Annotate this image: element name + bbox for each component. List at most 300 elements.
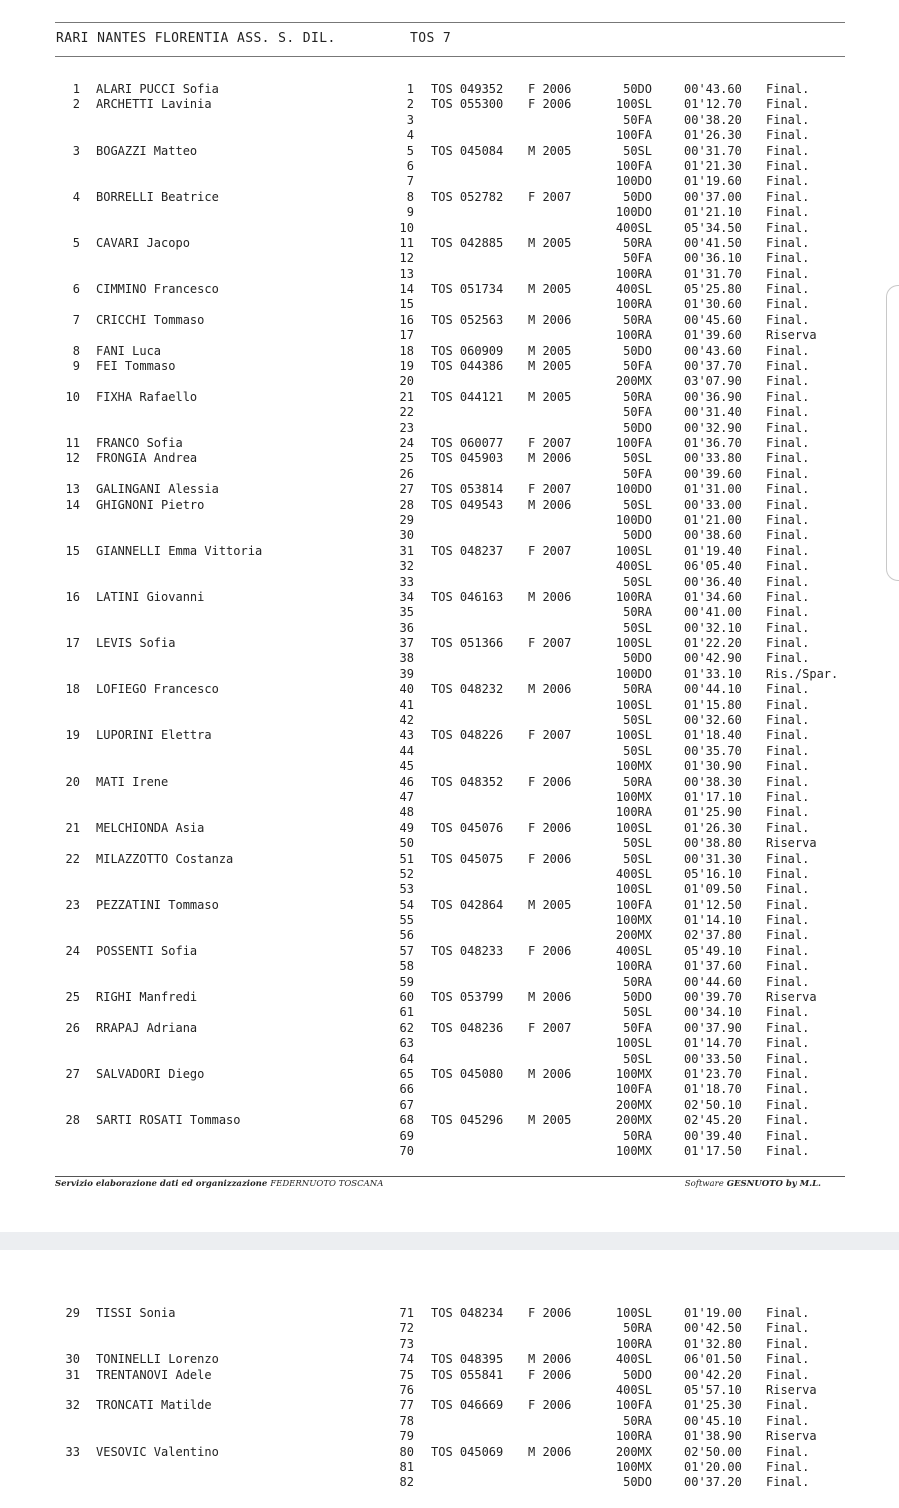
footer-software: [685, 1179, 821, 1189]
sex-year: F 2007: [528, 1020, 572, 1035]
entry-time: 00'32.10: [684, 620, 742, 635]
entry-number: 28: [399, 497, 414, 512]
athlete-code: TOS 048395: [431, 1352, 504, 1367]
event-name: 50RA: [623, 605, 652, 620]
entry-number: 77: [399, 1398, 414, 1413]
entry-number: 31: [399, 543, 414, 558]
athlete-code: TOS 048237: [431, 543, 504, 558]
entry-time: 06'05.40: [684, 559, 742, 574]
entry-number: 69: [399, 1128, 414, 1143]
table-row: [0, 328, 899, 343]
athlete-number: 14: [65, 497, 80, 512]
event-name: 100SL: [615, 697, 652, 712]
entry-time: 00'32.60: [684, 713, 742, 728]
event-name: 200MX: [615, 1444, 652, 1459]
athlete-number: 1: [72, 82, 80, 96]
athlete-code: TOS 046669: [431, 1398, 504, 1413]
entry-number: 40: [399, 682, 414, 697]
entry-status: Final.: [766, 405, 810, 420]
entry-status: Final.: [766, 174, 810, 189]
athlete-name: PEZZATINI Tommaso: [96, 897, 219, 912]
entry-time: 02'37.80: [684, 928, 742, 943]
table-row: [0, 359, 899, 374]
table-row: [0, 390, 899, 405]
entry-status: Final.: [766, 913, 810, 928]
event-name: 100SL: [615, 1306, 652, 1320]
table-row: [0, 1429, 899, 1444]
entry-time: 05'25.80: [684, 282, 742, 297]
entry-number: 66: [399, 1082, 414, 1097]
athlete-code: TOS 051734: [431, 282, 504, 297]
entry-time: 06'01.50: [684, 1352, 742, 1367]
event-name: 400SL: [615, 943, 652, 958]
event-name: 50DO: [623, 420, 652, 435]
sex-year: M 2006: [528, 589, 572, 604]
table-row: [0, 867, 899, 882]
entry-number: 5: [406, 143, 414, 158]
event-name: 100MX: [615, 913, 652, 928]
entry-number: 3: [406, 112, 414, 127]
entry-time: 01'34.60: [684, 589, 742, 604]
table-row: [0, 944, 899, 959]
table-row: [0, 836, 899, 851]
entry-status: Final.: [766, 466, 810, 481]
entry-status: Final.: [766, 759, 810, 774]
athlete-number: 11: [65, 435, 80, 450]
table-row: [0, 1129, 899, 1144]
event-name: 50RA: [623, 1128, 652, 1143]
athlete-number: 12: [65, 451, 80, 466]
event-name: 50SL: [623, 743, 652, 758]
athlete-name: SARTI ROSATI Tommaso: [96, 1113, 241, 1128]
event-name: 100SL: [615, 728, 652, 743]
entry-number: 14: [399, 282, 414, 297]
entry-time: 01'36.70: [684, 435, 742, 450]
table-row: [0, 1113, 899, 1128]
footer-service-text: Servizio elaborazione dati ed organizzazione: [55, 1179, 268, 1189]
table-row: [0, 344, 899, 359]
entry-time: 00'43.60: [684, 343, 742, 358]
athlete-code: TOS 046163: [431, 589, 504, 604]
entry-time: 01'19.00: [684, 1306, 742, 1320]
event-name: 50SL: [623, 143, 652, 158]
entry-time: 01'17.10: [684, 789, 742, 804]
entry-time: 02'45.20: [684, 1113, 742, 1128]
entry-status: Final.: [766, 389, 810, 404]
entry-status: Ris./Spar.: [766, 666, 839, 681]
entry-time: 01'18.40: [684, 728, 742, 743]
entry-time: 00'45.10: [684, 1413, 742, 1428]
event-name: 50DO: [623, 82, 652, 96]
athlete-number: 22: [65, 851, 80, 866]
entry-status: Final.: [766, 928, 810, 943]
entry-number: 63: [399, 1036, 414, 1051]
event-name: 50FA: [623, 1020, 652, 1035]
athlete-name: ARCHETTI Lavinia: [96, 97, 212, 112]
athlete-code: TOS 045075: [431, 851, 504, 866]
entry-status: Final.: [766, 543, 810, 558]
entry-time: 05'16.10: [684, 866, 742, 881]
entry-time: 00'38.80: [684, 836, 742, 851]
event-name: 50SL: [623, 851, 652, 866]
athlete-code: TOS 042885: [431, 235, 504, 250]
athlete-name: LATINI Giovanni: [96, 589, 205, 604]
event-name: 100MX: [615, 789, 652, 804]
entry-status: Final.: [766, 1097, 810, 1112]
entry-status: Final.: [766, 1128, 810, 1143]
table-row: [0, 82, 899, 97]
entry-status: Final.: [766, 512, 810, 527]
event-name: 200MX: [615, 928, 652, 943]
athlete-name: CIMMINO Francesco: [96, 282, 219, 297]
entry-time: 00'38.30: [684, 774, 742, 789]
table-row: [0, 205, 899, 220]
entry-status: Final.: [766, 482, 810, 497]
entry-number: 8: [406, 189, 414, 204]
event-name: 100RA: [615, 297, 652, 312]
entry-time: 01'32.80: [684, 1336, 742, 1351]
table-row: [0, 482, 899, 497]
athlete-code: TOS 055841: [431, 1367, 504, 1382]
sex-year: M 2005: [528, 282, 572, 297]
entry-status: Riserva: [766, 990, 817, 1005]
event-name: 100FA: [615, 435, 652, 450]
athlete-number: 30: [65, 1352, 80, 1367]
table-row: [0, 990, 899, 1005]
event-name: 50DO: [623, 189, 652, 204]
athlete-number: 16: [65, 589, 80, 604]
entry-status: Final.: [766, 1336, 810, 1351]
sex-year: M 2006: [528, 1444, 572, 1459]
athlete-code: TOS 048226: [431, 728, 504, 743]
entry-number: 46: [399, 774, 414, 789]
entry-number: 47: [399, 789, 414, 804]
sex-year: M 2006: [528, 1067, 572, 1081]
entry-status: Final.: [766, 774, 810, 789]
table-row: [0, 1414, 899, 1429]
entry-number: 56: [399, 928, 414, 943]
table-row: [0, 1352, 899, 1367]
table-row: [0, 728, 899, 743]
entry-status: Final.: [766, 82, 810, 96]
entry-number: 81: [399, 1459, 414, 1474]
entry-status: Final.: [766, 282, 810, 297]
table-row: [0, 236, 899, 251]
entry-number: 45: [399, 759, 414, 774]
entry-number: 6: [406, 158, 414, 173]
table-row: [0, 405, 899, 420]
sex-year: F 2006: [528, 97, 572, 112]
entry-time: 01'21.30: [684, 158, 742, 173]
sex-year: F 2006: [528, 851, 572, 866]
table-row: [0, 421, 899, 436]
entry-time: 00'38.60: [684, 528, 742, 543]
athlete-name: TISSI Sonia: [96, 1306, 176, 1320]
table-row: [0, 713, 899, 728]
entry-status: Final.: [766, 697, 810, 712]
table-row: [0, 1368, 899, 1383]
entry-time: 01'25.90: [684, 805, 742, 820]
entry-time: 00'42.90: [684, 651, 742, 666]
table-row: [0, 744, 899, 759]
entry-status: Final.: [766, 1398, 810, 1413]
entry-time: 00'36.90: [684, 389, 742, 404]
entry-number: 25: [399, 451, 414, 466]
sex-year: F 2007: [528, 189, 572, 204]
entry-number: 74: [399, 1352, 414, 1367]
entry-time: 00'37.90: [684, 1020, 742, 1035]
entry-number: 42: [399, 713, 414, 728]
entry-status: Final.: [766, 559, 810, 574]
event-name: 50RA: [623, 774, 652, 789]
sex-year: F 2006: [528, 82, 572, 96]
entry-number: 44: [399, 743, 414, 758]
entry-status: Final.: [766, 374, 810, 389]
entry-status: Final.: [766, 1367, 810, 1382]
event-name: 50DO: [623, 1475, 652, 1490]
event-name: 100FA: [615, 1082, 652, 1097]
event-name: 50SL: [623, 451, 652, 466]
entry-number: 24: [399, 435, 414, 450]
sex-year: F 2006: [528, 943, 572, 958]
entry-status: Final.: [766, 713, 810, 728]
athlete-code: TOS 048236: [431, 1020, 504, 1035]
athlete-name: FEI Tommaso: [96, 359, 176, 374]
sex-year: M 2006: [528, 1352, 572, 1367]
event-name: 100DO: [615, 174, 652, 189]
entry-time: 00'33.00: [684, 497, 742, 512]
sex-year: F 2007: [528, 435, 572, 450]
table-row: [0, 605, 899, 620]
athlete-code: TOS 052782: [431, 189, 504, 204]
table-row: [0, 667, 899, 682]
entry-time: 01'18.70: [684, 1082, 742, 1097]
entry-number: 65: [399, 1067, 414, 1081]
entry-time: 01'22.20: [684, 636, 742, 651]
entry-number: 71: [399, 1306, 414, 1320]
event-name: 50SL: [623, 713, 652, 728]
sex-year: M 2005: [528, 359, 572, 374]
athlete-code: TOS 060909: [431, 343, 504, 358]
entry-number: 13: [399, 266, 414, 281]
entry-time: 05'34.50: [684, 220, 742, 235]
entry-time: 00'45.60: [684, 312, 742, 327]
entry-number: 21: [399, 389, 414, 404]
event-name: 400SL: [615, 866, 652, 881]
sex-year: F 2006: [528, 1367, 572, 1382]
entry-status: Final.: [766, 435, 810, 450]
entry-time: 00'35.70: [684, 743, 742, 758]
athlete-number: 25: [65, 990, 80, 1005]
athlete-code: TOS 045903: [431, 451, 504, 466]
entry-time: 00'41.50: [684, 235, 742, 250]
entry-status: Final.: [766, 1475, 810, 1490]
event-name: 100SL: [615, 97, 652, 112]
entry-number: 15: [399, 297, 414, 312]
athlete-name: CAVARI Jacopo: [96, 235, 190, 250]
entry-status: Final.: [766, 97, 810, 112]
athlete-name: VESOVIC Valentino: [96, 1444, 219, 1459]
event-name: 50FA: [623, 112, 652, 127]
table-row: [0, 513, 899, 528]
entry-status: Final.: [766, 1020, 810, 1035]
table-row: [0, 282, 899, 297]
entry-number: 38: [399, 651, 414, 666]
table-row: [0, 959, 899, 974]
entry-time: 00'33.80: [684, 451, 742, 466]
entry-number: 51: [399, 851, 414, 866]
entry-time: 01'26.30: [684, 128, 742, 143]
table-row: [0, 1306, 899, 1321]
table-row: [0, 1144, 899, 1159]
document-page-2: [0, 1250, 899, 1508]
event-name: 50SL: [623, 497, 652, 512]
table-row: [0, 313, 899, 328]
entry-status: Final.: [766, 1413, 810, 1428]
athlete-number: 28: [65, 1113, 80, 1128]
sex-year: M 2006: [528, 451, 572, 466]
athlete-name: POSSENTI Sofia: [96, 943, 198, 958]
entry-time: 00'39.70: [684, 990, 742, 1005]
header-bottom-rule: [55, 56, 845, 57]
club-name: RARI NANTES FLORENTIA ASS. S. DIL.: [56, 31, 336, 46]
entry-number: 53: [399, 882, 414, 897]
entry-number: 4: [406, 128, 414, 143]
entry-time: 01'23.70: [684, 1067, 742, 1081]
entry-time: 00'39.40: [684, 1128, 742, 1143]
entry-status: Riserva: [766, 836, 817, 851]
event-name: 100SL: [615, 1036, 652, 1051]
entry-status: Final.: [766, 128, 810, 143]
entry-status: Riserva: [766, 1429, 817, 1444]
entry-number: 18: [399, 343, 414, 358]
entry-status: Final.: [766, 728, 810, 743]
header-top-rule: [55, 22, 845, 23]
entry-status: Final.: [766, 589, 810, 604]
event-name: 50RA: [623, 682, 652, 697]
entry-status: Final.: [766, 882, 810, 897]
table-row: [0, 267, 899, 282]
entry-status: Final.: [766, 205, 810, 220]
event-name: 50DO: [623, 990, 652, 1005]
entry-status: Final.: [766, 605, 810, 620]
entry-number: 64: [399, 1051, 414, 1066]
entry-status: Final.: [766, 866, 810, 881]
entry-time: 05'57.10: [684, 1382, 742, 1397]
entry-status: Final.: [766, 897, 810, 912]
event-name: 400SL: [615, 1352, 652, 1367]
table-row: [0, 1021, 899, 1036]
entry-time: 01'30.90: [684, 759, 742, 774]
athlete-code: TOS 048232: [431, 682, 504, 697]
event-name: 50FA: [623, 405, 652, 420]
entry-number: 80: [399, 1444, 414, 1459]
table-row: [0, 1036, 899, 1051]
entry-time: 02'50.10: [684, 1097, 742, 1112]
entry-status: Final.: [766, 651, 810, 666]
sex-year: M 2006: [528, 497, 572, 512]
entry-time: 01'33.10: [684, 666, 742, 681]
athlete-code: TOS 055300: [431, 97, 504, 112]
entry-status: Final.: [766, 251, 810, 266]
entry-time: 01'09.50: [684, 882, 742, 897]
entry-status: Final.: [766, 620, 810, 635]
entry-status: Final.: [766, 1459, 810, 1474]
athlete-name: LEVIS Sofia: [96, 636, 176, 651]
entry-status: Final.: [766, 789, 810, 804]
entry-number: 26: [399, 466, 414, 481]
event-name: 50SL: [623, 1051, 652, 1066]
table-row: [0, 374, 899, 389]
athlete-name: FANI Luca: [96, 343, 162, 358]
athlete-number: 3: [72, 143, 80, 158]
table-row: [0, 1052, 899, 1067]
event-name: 100RA: [615, 805, 652, 820]
entry-time: 01'31.00: [684, 482, 742, 497]
entry-number: 73: [399, 1336, 414, 1351]
entry-status: Final.: [766, 943, 810, 958]
athlete-number: 17: [65, 636, 80, 651]
sex-year: F 2007: [528, 482, 572, 497]
table-row: [0, 1082, 899, 1097]
entry-status: Final.: [766, 297, 810, 312]
event-name: 400SL: [615, 1382, 652, 1397]
table-row: [0, 682, 899, 697]
entry-number: 35: [399, 605, 414, 620]
entry-time: 00'36.40: [684, 574, 742, 589]
entry-number: 30: [399, 528, 414, 543]
entry-number: 9: [406, 205, 414, 220]
event-name: 50SL: [623, 1005, 652, 1020]
sex-year: M 2005: [528, 235, 572, 250]
athlete-code: TOS 049352: [431, 82, 504, 96]
entry-status: Final.: [766, 743, 810, 758]
event-name: 200MX: [615, 1097, 652, 1112]
entry-number: 72: [399, 1321, 414, 1336]
entry-status: Final.: [766, 143, 810, 158]
sex-year: F 2007: [528, 636, 572, 651]
footer-software-prefix: Software: [684, 1179, 724, 1189]
event-name: 100MX: [615, 1143, 652, 1158]
event-name: 100FA: [615, 128, 652, 143]
entry-time: 01'19.60: [684, 174, 742, 189]
athlete-code: TOS 051366: [431, 636, 504, 651]
table-row: [0, 1321, 899, 1336]
table-row: [0, 621, 899, 636]
entry-status: Final.: [766, 528, 810, 543]
sex-year: M 2006: [528, 682, 572, 697]
table-row: [0, 559, 899, 574]
entry-number: 60: [399, 990, 414, 1005]
entry-number: 23: [399, 420, 414, 435]
table-row: [0, 1337, 899, 1352]
entry-number: 2: [406, 97, 414, 112]
entry-time: 00'37.00: [684, 189, 742, 204]
entry-status: Final.: [766, 497, 810, 512]
table-row: [0, 590, 899, 605]
entry-status: Final.: [766, 574, 810, 589]
entry-time: 00'42.20: [684, 1367, 742, 1382]
athlete-code: TOS 053799: [431, 990, 504, 1005]
athlete-number: 19: [65, 728, 80, 743]
entry-number: 41: [399, 697, 414, 712]
event-name: 100RA: [615, 328, 652, 343]
entry-time: 00'42.50: [684, 1321, 742, 1336]
athlete-name: BOGAZZI Matteo: [96, 143, 198, 158]
table-row: [0, 805, 899, 820]
entry-time: 01'20.00: [684, 1459, 742, 1474]
table-row: [0, 698, 899, 713]
